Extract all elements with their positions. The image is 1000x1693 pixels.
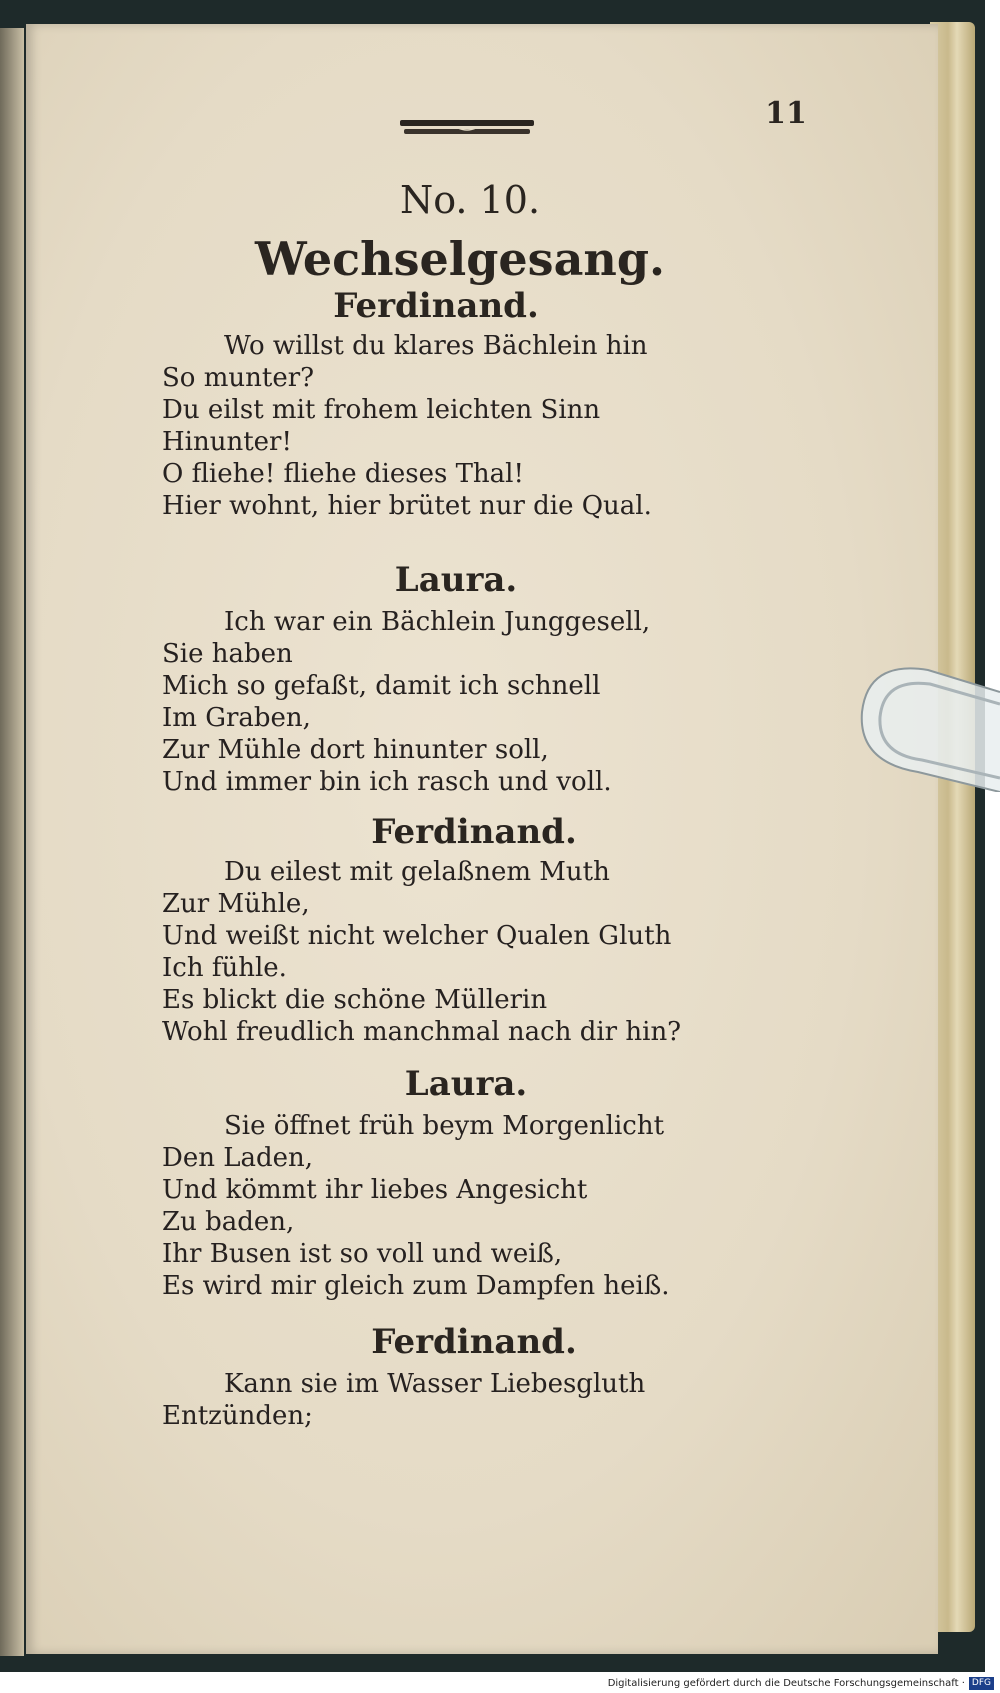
footer-text: Digitalisierung gefördert durch die Deutsche Forschungsgemeinschaft · bbox=[607, 1678, 965, 1689]
verse-line: Im Graben, bbox=[162, 703, 311, 733]
verse-block bbox=[162, 606, 762, 798]
verse-line: Ich fühle. bbox=[162, 953, 287, 983]
speaker-heading: Ferdinand. bbox=[371, 812, 577, 852]
verse-line: Mich so gefaßt, damit ich schnell bbox=[162, 671, 601, 701]
page-number: 11 bbox=[765, 96, 807, 131]
page-clip-icon bbox=[858, 662, 1000, 792]
verse-line: Kann sie im Wasser Liebesgluth bbox=[224, 1369, 646, 1399]
verse-line: Es blickt die schöne Müllerin bbox=[162, 985, 548, 1015]
verse-line: Den Laden, bbox=[162, 1143, 314, 1173]
verse-block bbox=[162, 1110, 762, 1302]
verse-line: Und kömmt ihr liebes Angesicht bbox=[162, 1175, 588, 1205]
verse-line: Und weißt nicht welcher Qualen Gluth bbox=[162, 921, 672, 951]
verse-line: Ihr Busen ist so voll und weiß, bbox=[162, 1239, 563, 1269]
verse-line: So munter? bbox=[162, 363, 315, 393]
verse-line: Wohl freudlich manchmal nach dir hin? bbox=[162, 1017, 682, 1047]
speaker-heading: Ferdinand. bbox=[333, 286, 539, 326]
ornament-rule-icon bbox=[398, 118, 536, 138]
speaker-heading: Laura. bbox=[394, 560, 518, 600]
verse-line: Sie haben bbox=[162, 639, 293, 669]
verse-line: Hier wohnt, hier brütet nur die Qual. bbox=[162, 491, 652, 521]
verse-block bbox=[162, 856, 762, 1048]
verse-line: Entzünden; bbox=[162, 1401, 313, 1431]
verse-line: Zur Mühle, bbox=[162, 889, 310, 919]
speaker-heading: Laura. bbox=[404, 1064, 528, 1104]
dfg-logo: DFG bbox=[969, 1677, 994, 1690]
verse-block bbox=[162, 330, 762, 522]
verse-line: Und immer bin ich rasch und voll. bbox=[162, 767, 612, 797]
verse-line: O fliehe! fliehe dieses Thal! bbox=[162, 459, 524, 489]
verse-line: Wo willst du klares Bächlein hin bbox=[224, 331, 648, 361]
verse-line: Ich war ein Bächlein Junggesell, bbox=[224, 607, 651, 637]
verse-line: Du eilst mit frohem leichten Sinn bbox=[162, 395, 601, 425]
verse-line: Zu baden, bbox=[162, 1207, 295, 1237]
verse-line: Hinunter! bbox=[162, 427, 292, 457]
verse-line: Es wird mir gleich zum Dampfen heiß. bbox=[162, 1271, 670, 1301]
verse-line: Sie öffnet früh beym Morgenlicht bbox=[224, 1111, 665, 1141]
song-title: Wechselgesang. bbox=[254, 232, 666, 286]
left-page-edge bbox=[0, 28, 24, 1656]
song-number: No. 10. bbox=[399, 178, 541, 222]
verse-block bbox=[162, 1368, 762, 1432]
speaker-heading: Ferdinand. bbox=[371, 1322, 577, 1362]
footer-credit bbox=[0, 1675, 994, 1693]
verse-line: Du eilest mit gelaßnem Muth bbox=[224, 857, 610, 887]
verse-line: Zur Mühle dort hinunter soll, bbox=[162, 735, 549, 765]
